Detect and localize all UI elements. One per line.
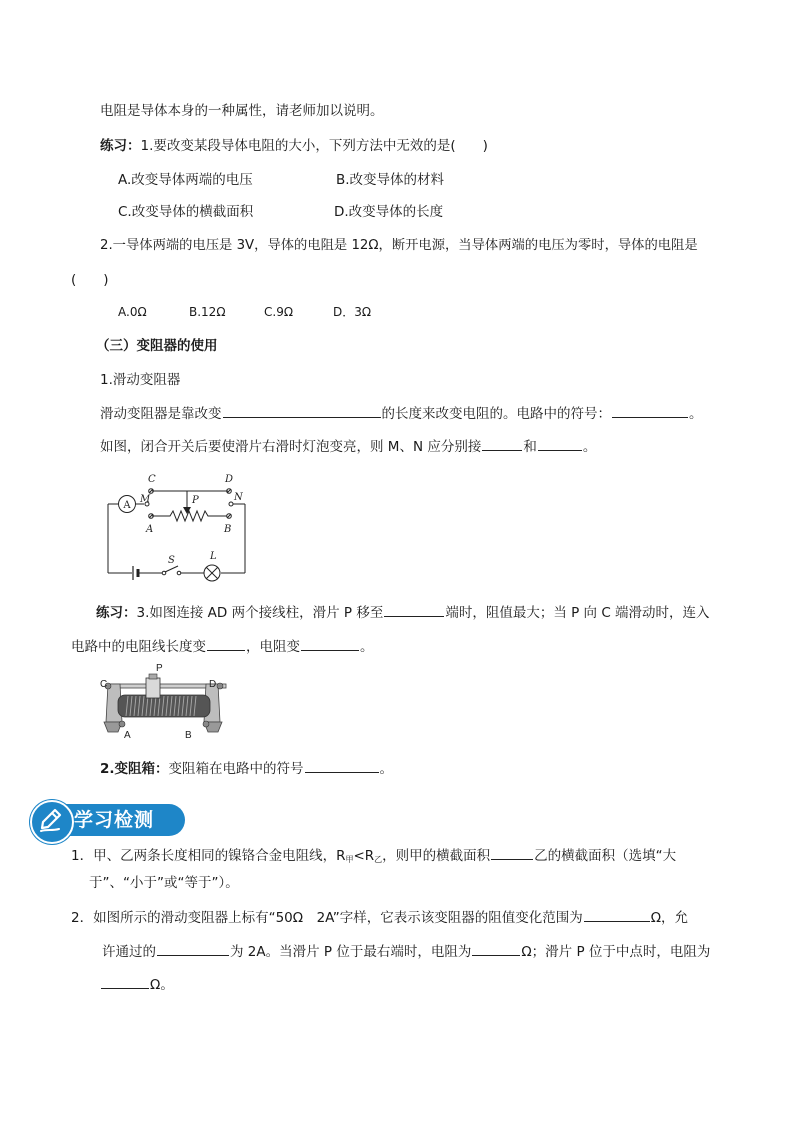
rheostat-illustration xyxy=(98,662,233,744)
text-fragment: 。 xyxy=(689,406,703,422)
terminal-m-label: M xyxy=(140,494,151,505)
text-fragment: ，则甲的横截面积 xyxy=(382,848,491,864)
practice-1-question xyxy=(100,137,488,155)
terminal-c-label: C xyxy=(148,474,156,485)
rheostat-a-label: A xyxy=(124,730,131,741)
section-banner xyxy=(30,800,185,840)
answer-blank[interactable] xyxy=(305,759,379,773)
resistance-box-label: 2.变阻箱： xyxy=(100,761,169,777)
rheostat-principle-line xyxy=(100,404,703,423)
practice-2-option-c: C.9Ω xyxy=(264,305,293,319)
answer-blank[interactable] xyxy=(612,404,688,418)
terminal-n-label: N xyxy=(234,492,243,503)
practice-1-option-a: A.改变导体两端的电压 xyxy=(118,172,253,188)
answer-blank[interactable] xyxy=(101,975,149,989)
text-fragment: 1．甲、乙两条长度相同的镍铬合金电阻线，R xyxy=(71,848,346,864)
rheostat-p-label: P xyxy=(156,663,163,674)
switch-s-label: S xyxy=(168,555,175,566)
practice-1-option-d: D.改变导体的长度 xyxy=(334,204,444,220)
answer-blank[interactable] xyxy=(482,437,522,451)
text-fragment: 端时，阻值最大；当 P 向 C 端滑动时，连入 xyxy=(445,605,710,621)
terminal-a-label: A xyxy=(146,524,154,535)
check-2-line-2 xyxy=(102,942,710,961)
answer-blank[interactable] xyxy=(491,846,533,860)
text-fragment: 和 xyxy=(523,439,537,455)
answer-blank[interactable] xyxy=(223,404,381,418)
text-fragment: Ω。 xyxy=(150,977,174,993)
section-heading: （三）变阻器的使用 xyxy=(96,338,218,354)
terminal-d-label: D xyxy=(225,474,234,485)
terminal-b-label: B xyxy=(224,524,232,535)
text-fragment: Ω，允 xyxy=(650,910,689,926)
answer-blank[interactable] xyxy=(157,942,229,956)
text-fragment: 。 xyxy=(582,439,597,455)
resistance-box-line xyxy=(100,759,393,778)
slider xyxy=(146,678,160,698)
answer-blank[interactable] xyxy=(472,942,520,956)
check-1-line-1 xyxy=(71,846,676,869)
subsection-heading: 1.滑动变阻器 xyxy=(100,372,181,388)
text-fragment: 许通过的 xyxy=(102,944,156,960)
practice-1-text: 1.要改变某段导体电阻的大小，下列方法中无效的是( ) xyxy=(140,138,488,154)
text-fragment: 3.如图连接 AD 两个接线柱，滑片 P 移至 xyxy=(136,605,384,621)
answer-blank[interactable] xyxy=(538,437,582,451)
practice-label: 练习： xyxy=(100,138,141,154)
answer-blank[interactable] xyxy=(384,603,444,617)
rheostat-b-label: B xyxy=(185,730,192,741)
rheostat-d-label: D xyxy=(209,679,217,690)
text-fragment: 乙的横截面积（选填“大 xyxy=(534,848,677,864)
intro-text: 电阻是导体本身的一种属性，请老师加以说明。 xyxy=(100,103,384,119)
rheostat-c-label: C xyxy=(100,679,108,690)
text-fragment: 。 xyxy=(379,761,394,777)
practice-2-paren: ( ) xyxy=(71,272,109,288)
practice-2-question: 2.一导体两端的电压是 3V，导体的电阻是 12Ω，断开电源，当导体两端的电压为零时，导体的电阻是 xyxy=(100,238,698,253)
banner-title: 学习检测 xyxy=(74,809,155,831)
text-fragment: 变阻箱在电路中的符号 xyxy=(168,761,304,777)
subscript: 乙 xyxy=(374,855,383,864)
practice-2-option-a: A.0Ω xyxy=(118,305,147,319)
text-fragment: 滑动变阻器是靠改变 xyxy=(100,406,222,422)
text-fragment: 为 2A。当滑片 P 位于最右端时，电阻为 xyxy=(230,944,472,960)
text-fragment: Ω；滑片 P 位于中点时，电阻为 xyxy=(521,944,711,960)
text-fragment: 如图，闭合开关后要使滑片右滑时灯泡变亮，则 M、N 应分别接 xyxy=(100,439,482,455)
text-fragment: 2．如图所示的滑动变阻器上标有“50Ω 2A”字样，它表示该变阻器的阻值变化范围为 xyxy=(71,910,583,926)
pencil-icon xyxy=(30,800,74,844)
slider-p-label: P xyxy=(192,495,199,506)
practice-2-option-b: B.12Ω xyxy=(189,305,226,319)
subscript: 甲 xyxy=(345,855,354,864)
check-1-line-2: 于”、“小于”或“等于”）。 xyxy=(89,875,239,891)
practice-1-option-b: B.改变导体的材料 xyxy=(336,172,445,188)
answer-blank[interactable] xyxy=(207,637,245,651)
practice-2-option-d: D．3Ω xyxy=(333,305,372,319)
answer-blank[interactable] xyxy=(301,637,359,651)
text-fragment: 的长度来改变电阻的。电路中的符号： xyxy=(381,406,611,422)
text-fragment: <R xyxy=(353,848,375,864)
check-2-line-1 xyxy=(71,908,688,927)
practice-3-line-1 xyxy=(96,603,710,622)
practice-3-line-2 xyxy=(71,637,374,656)
answer-blank[interactable] xyxy=(584,908,650,922)
check-2-line-3 xyxy=(100,975,174,994)
ammeter-label: A xyxy=(123,500,131,511)
practice-1-option-c: C.改变导体的横截面积 xyxy=(118,204,254,220)
lamp-l-label: L xyxy=(210,551,217,562)
circuit-diagram xyxy=(100,470,260,585)
practice-label: 练习： xyxy=(96,605,137,621)
circuit-question-line xyxy=(100,437,596,456)
text-fragment: 电路中的电阻线长度变 xyxy=(71,639,206,655)
text-fragment: ，电阻变 xyxy=(246,639,300,655)
text-fragment: 。 xyxy=(360,639,374,655)
